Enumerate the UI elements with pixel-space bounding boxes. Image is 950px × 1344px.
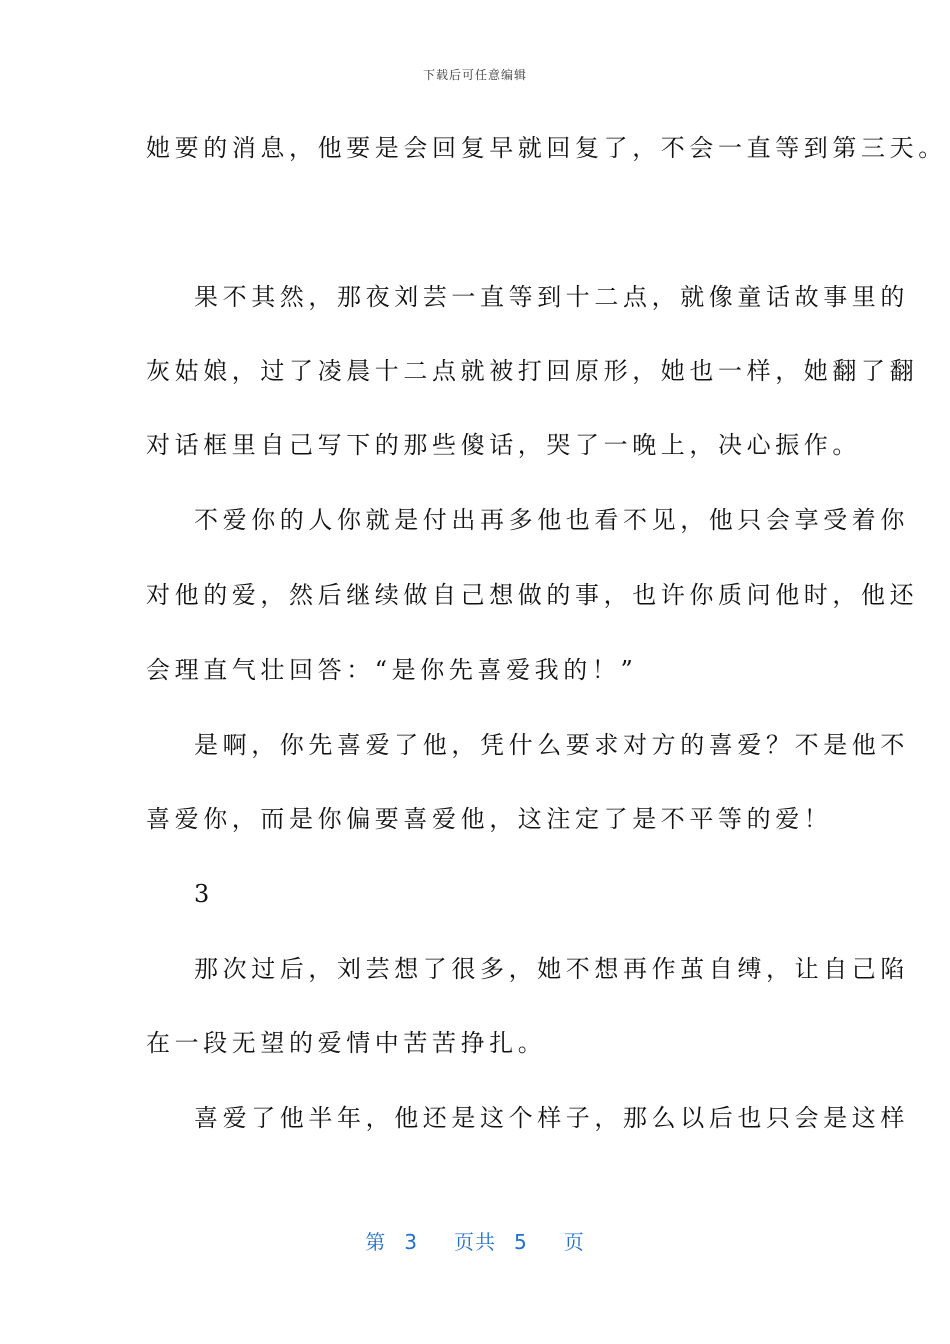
section-number: 3 [194,880,214,908]
paragraph-line: 那次过后，刘芸想了很多，她不想再作茧自缚，让自己陷 [194,955,909,983]
footer-prefix: 第 [365,1230,387,1254]
page-header: 下载后可任意编辑 [422,68,527,82]
paragraph-line: 她要的消息，他要是会回复早就回复了，不会一直等到第三天。 [146,134,947,162]
paragraph-line: 果不其然，那夜刘芸一直等到十二点，就像童话故事里的 [194,283,909,311]
paragraph-line: 喜爱你，而是你偏要喜爱他，这注定了是不平等的爱！ [146,805,833,833]
paragraph-line: 对话框里自己写下的那些傻话，哭了一晚上，决心振作。 [146,431,861,459]
page-footer [0,1226,950,1255]
paragraph-line: 在一段无望的爱情中苦苦挣扎。 [146,1029,547,1057]
paragraph-line: 不爱你的人你就是付出再多他也看不见，他只会享受着你 [194,506,909,534]
paragraph-line: 对他的爱，然后继续做自己想做的事，也许你质问他时，他还 [146,581,919,609]
paragraph-line: 喜爱了他半年，他还是这个样子，那么以后也只会是这样 [194,1104,909,1132]
footer-total-pages: 5 [514,1230,528,1254]
footer-middle: 页共 [454,1230,496,1254]
paragraph-line: 灰姑娘，过了凌晨十二点就被打回原形，她也一样，她翻了翻 [146,357,919,385]
footer-current-page: 3 [404,1230,418,1254]
paragraph-line: 是啊，你先喜爱了他，凭什么要求对方的喜爱？不是他不 [194,731,909,759]
footer-suffix: 页 [563,1230,585,1254]
paragraph-line: 会理直气壮回答：“是你先喜爱我的！” [146,656,638,684]
